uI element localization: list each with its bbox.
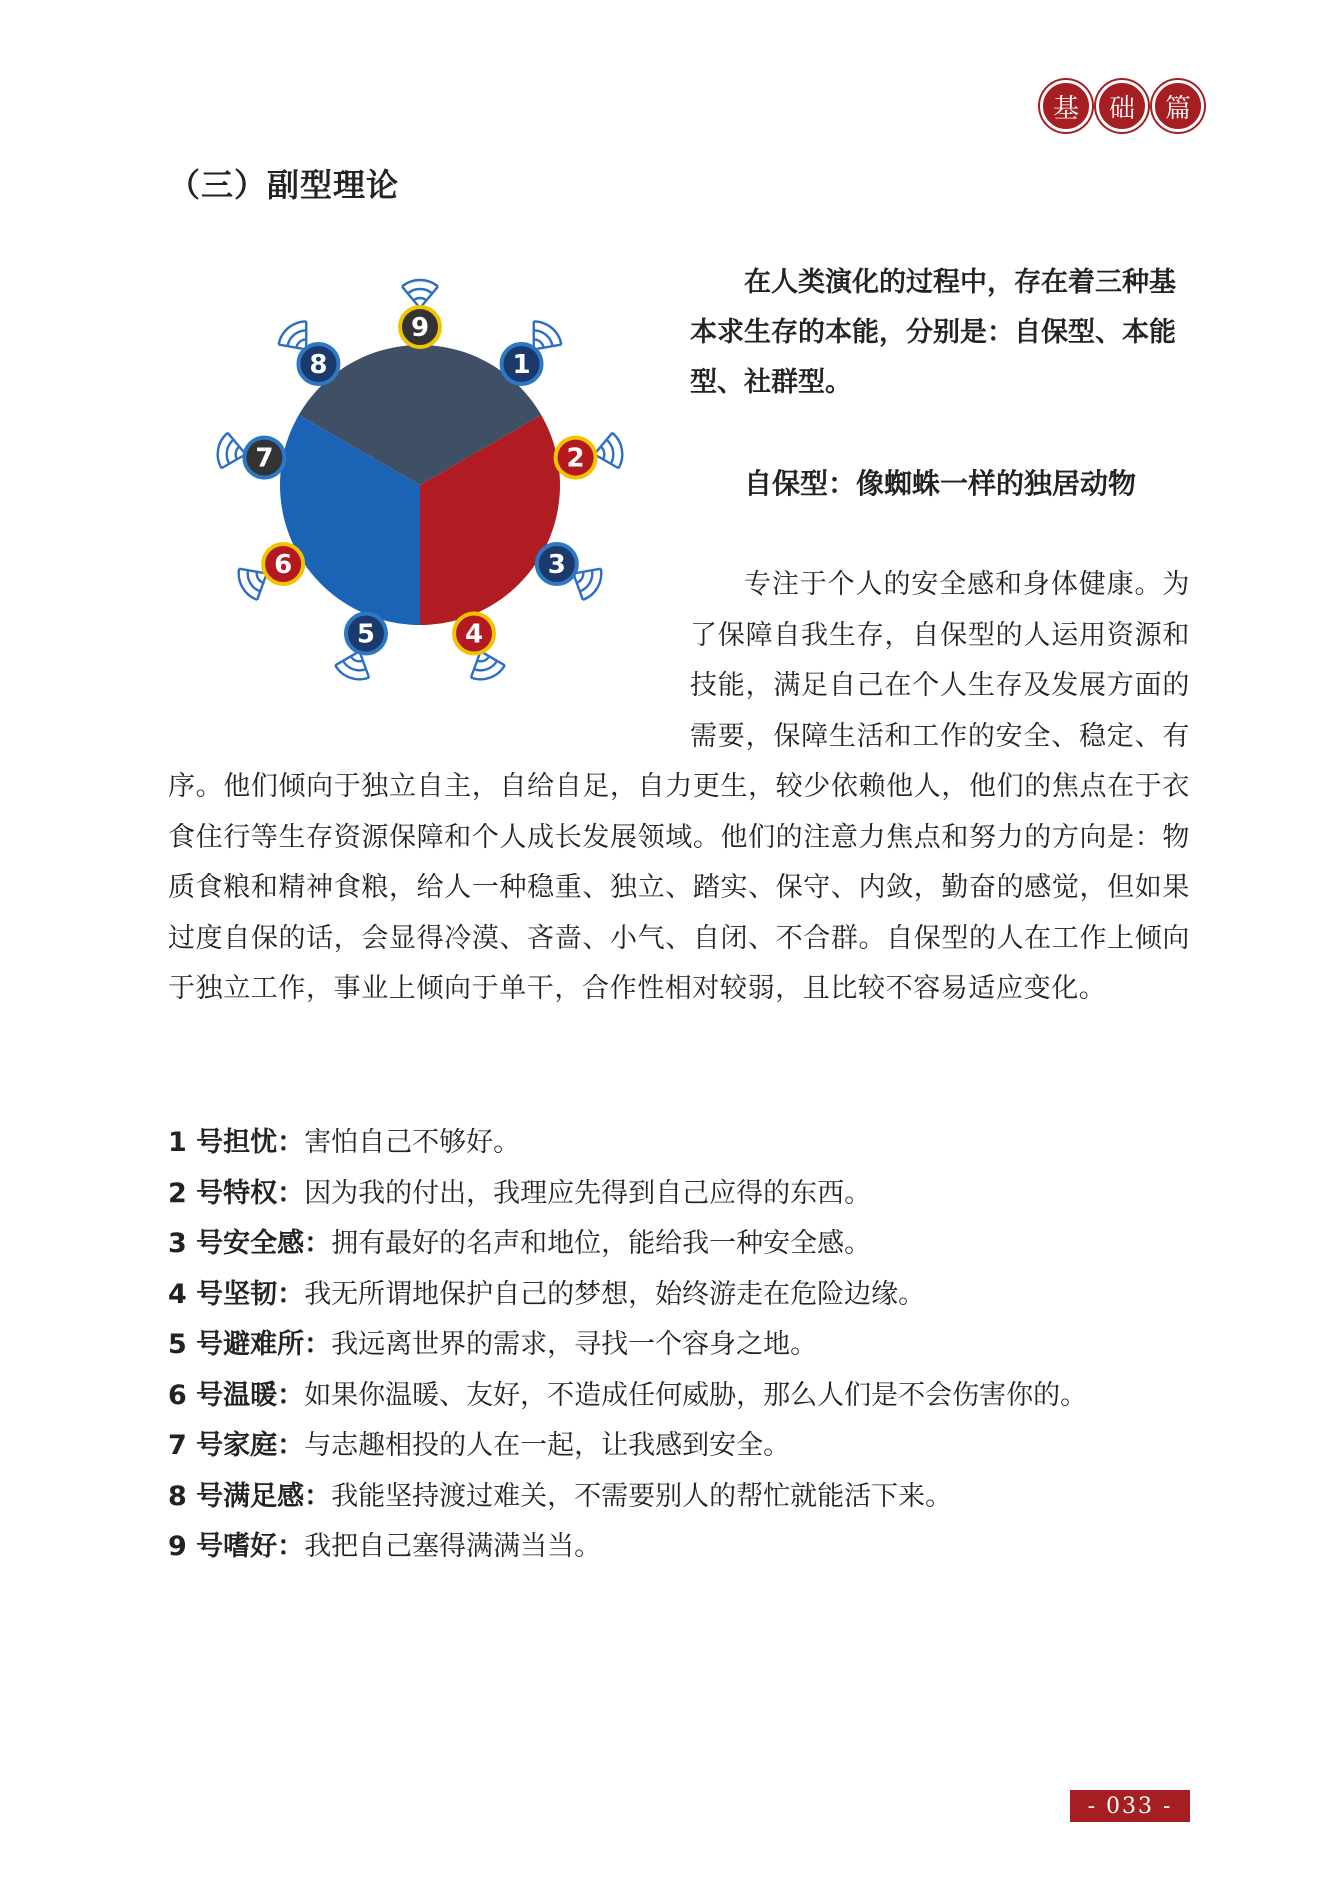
diagram-node-label: 2 <box>566 443 585 474</box>
diagram-node-label: 8 <box>309 349 328 380</box>
subhead: 自保型：像蜘蛛一样的独居动物 <box>743 467 1136 500</box>
badge-ji: 基 <box>1040 80 1092 132</box>
list-item: 9 号嗜好：我把自己塞得满满当当。 <box>168 1531 602 1562</box>
diagram-node-label: 9 <box>410 313 430 343</box>
badge-chu: 础 <box>1096 80 1148 132</box>
diagram-node-7 <box>244 438 284 478</box>
diagram-node-label: 5 <box>356 619 376 650</box>
diagram-node-label: 4 <box>464 619 484 650</box>
diagram-node-label: 6 <box>274 550 293 580</box>
list-item: 7 号家庭：与志趣相投的人在一起，让我感到安全。 <box>168 1430 791 1461</box>
list-item: 2 号特权：因为我的付出，我理应先得到自己应得的东西。 <box>168 1177 872 1209</box>
list-item: 5 号避难所：我远离世界的需求，寻找一个容身之地。 <box>168 1329 818 1360</box>
signal-wave-icon <box>402 280 438 308</box>
diagram-node-2 <box>556 438 596 478</box>
section-title: （三）副型理论 <box>168 166 400 204</box>
body-paragraph-wrap <box>168 560 1190 1015</box>
intro-text: 在人类演化的过程中，存在着三种基本求生存的本能，分别是：自保型、本能型、社群型。 <box>690 267 1176 398</box>
page-number: - 033 - <box>1070 1790 1190 1822</box>
diagram-node-label: 3 <box>547 550 566 580</box>
diagram-node-8 <box>298 344 338 384</box>
list-item: 1 号担忧：害怕自己不够好。 <box>168 1127 521 1158</box>
diagram-node-1 <box>502 344 542 384</box>
body-paragraph: 专注于个人的安全感和身体健康。为了保障自我生存，自保型的人运用资源和技能，满足自己在个人生存及发展方面的需要，保障生活和工作的安全、稳定、有序。他们倾向于独立自主，自给自足，自力更生，较少依赖他人，他们的焦点在于衣食住行等生存资源保障和个人成长发展领域。他们的注意力焦点和努力的方向是：物质食粮和精神食粮，给人一种稳重、独立、踏实、保守、内敛，勤奋的感觉，但如果过度自保的话，会显得冷漠、吝啬、小气、自闭、不合群。自保型的人在工作上倾向于独立工作，事业上倾向于单干，合作性相对较弱，且比较不容易适应变化。 <box>168 569 1190 1004</box>
list-item: 6 号温暖：如果你温暖、友好，不造成任何威胁，那么人们是不会伤害你的。 <box>168 1379 1088 1411</box>
list-item: 8 号满足感：我能坚持渡过难关，不需要别人的帮忙就能活下来。 <box>168 1480 953 1512</box>
diagram-node-label: 7 <box>255 443 274 474</box>
list-item: 3 号安全感：拥有最好的名声和地位，能给我一种安全感。 <box>168 1228 872 1259</box>
section-badges <box>1040 80 1204 132</box>
type-list <box>168 1118 1190 1573</box>
list-item: 4 号坚韧：我无所谓地保护自己的梦想，始终游走在危险边缘。 <box>168 1278 926 1310</box>
badge-pian: 篇 <box>1152 80 1204 132</box>
diagram-node-9 <box>400 307 440 347</box>
diagram-node-label: 1 <box>512 349 531 380</box>
